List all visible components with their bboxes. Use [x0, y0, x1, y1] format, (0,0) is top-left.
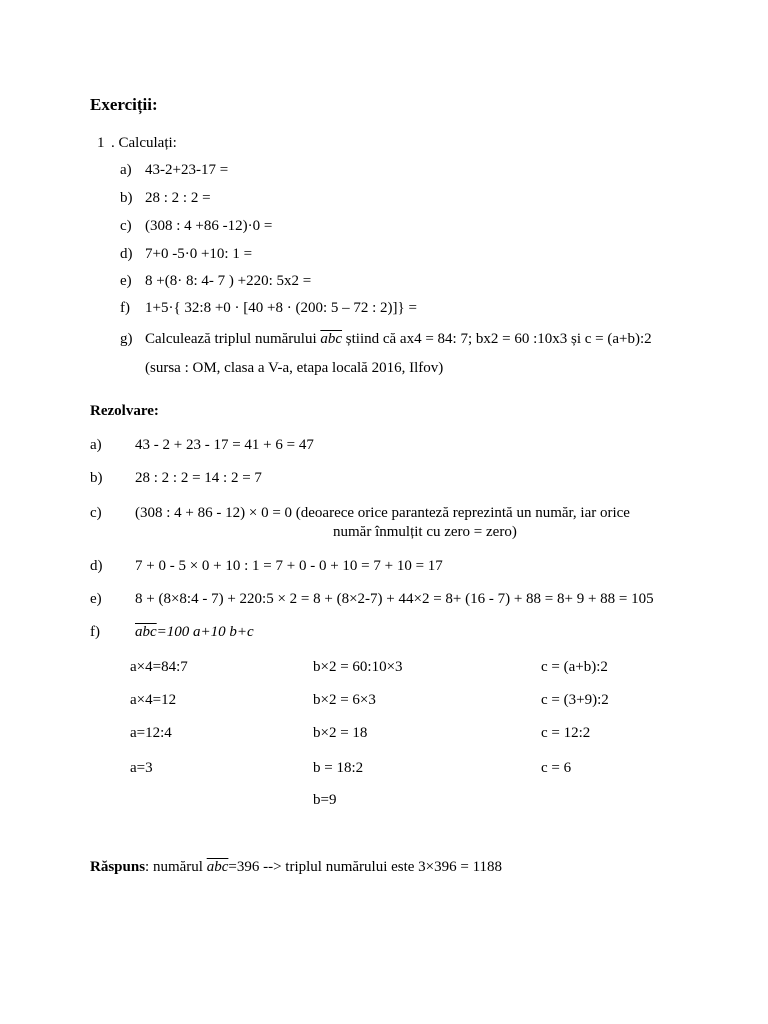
- abc-overline: $\overline{abc}$: [135, 624, 157, 640]
- col-b-line: b×2 = 60:10×3: [313, 659, 403, 675]
- abc-formula: [135, 624, 254, 641]
- col-b-line: b×2 = 6×3: [313, 692, 376, 708]
- solution-text: 8 + (8×8:4 - 7) + 220:5 × 2 = 8 + (8×2-7) + 44×2 = 8+ (16 - 7) + 88 = 8+ 9 + 88 = 105: [135, 591, 654, 607]
- source-note: (sursa : OM, clasa a V-a, etapa locală 2016, Ilfov): [145, 360, 444, 376]
- answer-value: =396: [228, 859, 260, 875]
- solution-text: (308 : 4 + 86 - 12) × 0 = 0 (deoarece orice paranteză reprezintă un număr, iar orice: [135, 505, 630, 521]
- col-c-line: c = 6: [541, 760, 572, 776]
- col-b-line: b=9: [313, 792, 337, 808]
- answer-post: --> triplul numărului este 3×396 = 1188: [259, 859, 503, 875]
- col-a-line: a×4=84:7: [130, 659, 188, 675]
- answer-label: Răspuns: [90, 859, 146, 875]
- formula-text: =100 a+10 b+c: [156, 624, 254, 640]
- solution-text: 28 : 2 : 2 = 14 : 2 = 7: [135, 470, 262, 486]
- solution-heading: Rezolvare:: [90, 403, 159, 419]
- answer-line: [90, 859, 502, 876]
- solution-text-continued: număr înmulțit cu zero = zero): [333, 524, 517, 540]
- item-label: g): [120, 331, 133, 347]
- col-c-line: c = 12:2: [541, 725, 591, 741]
- item-text: (308 : 4 +86 -12)·0 =: [145, 218, 273, 234]
- item-label: a): [120, 162, 132, 178]
- item-text: 8 +(8· 8: 4- 7 ) +220: 5x2 =: [145, 273, 312, 289]
- col-c-line: c = (a+b):2: [541, 659, 608, 675]
- item-label: c): [120, 218, 132, 234]
- item-g-post: știind că ax4 = 84: 7; bx2 = 60 :10x3 și c = (a+b):2: [342, 331, 652, 347]
- item-text: 7+0 -5·0 +10: 1 =: [145, 246, 253, 262]
- solution-label: f): [90, 624, 100, 640]
- col-a-line: a=12:4: [130, 725, 172, 741]
- item-text: 28 : 2 : 2 =: [145, 190, 211, 206]
- item-label: b): [120, 190, 133, 206]
- page-title: Exerciții:: [90, 95, 158, 114]
- col-b-line: b×2 = 18: [313, 725, 368, 741]
- item-label: d): [120, 246, 133, 262]
- item-g-pre: Calculează triplul numărului: [145, 331, 321, 347]
- solution-label: c): [90, 505, 102, 521]
- item-g-text: [145, 331, 652, 348]
- solution-text: 7 + 0 - 5 × 0 + 10 : 1 = 7 + 0 - 0 + 10 = 7 + 10 = 17: [135, 558, 443, 574]
- col-b-line: b = 18:2: [313, 760, 364, 776]
- item-text: 1+5·{ 32:8 +0 · [40 +8 · (200: 5 – 72 : 2)]} =: [145, 300, 417, 316]
- solution-label: d): [90, 558, 103, 574]
- abc-overline: $\overline{abc}$: [320, 331, 343, 347]
- abc-overline: $\overline{abc}$: [206, 859, 229, 875]
- solution-label: e): [90, 591, 102, 607]
- solution-label: b): [90, 470, 103, 486]
- col-a-line: a×4=12: [130, 692, 177, 708]
- item-label: f): [120, 300, 130, 316]
- exercise-heading: . Calculați:: [111, 135, 177, 151]
- col-a-line: a=3: [130, 760, 153, 776]
- solution-text: 43 - 2 + 23 - 17 = 41 + 6 = 47: [135, 437, 314, 453]
- exercise-number: 1: [97, 135, 105, 151]
- answer-pre: : numărul: [145, 859, 207, 875]
- col-c-line: c = (3+9):2: [541, 692, 609, 708]
- solution-label: a): [90, 437, 102, 453]
- item-text: 43-2+23-17 =: [145, 162, 229, 178]
- item-label: e): [120, 273, 132, 289]
